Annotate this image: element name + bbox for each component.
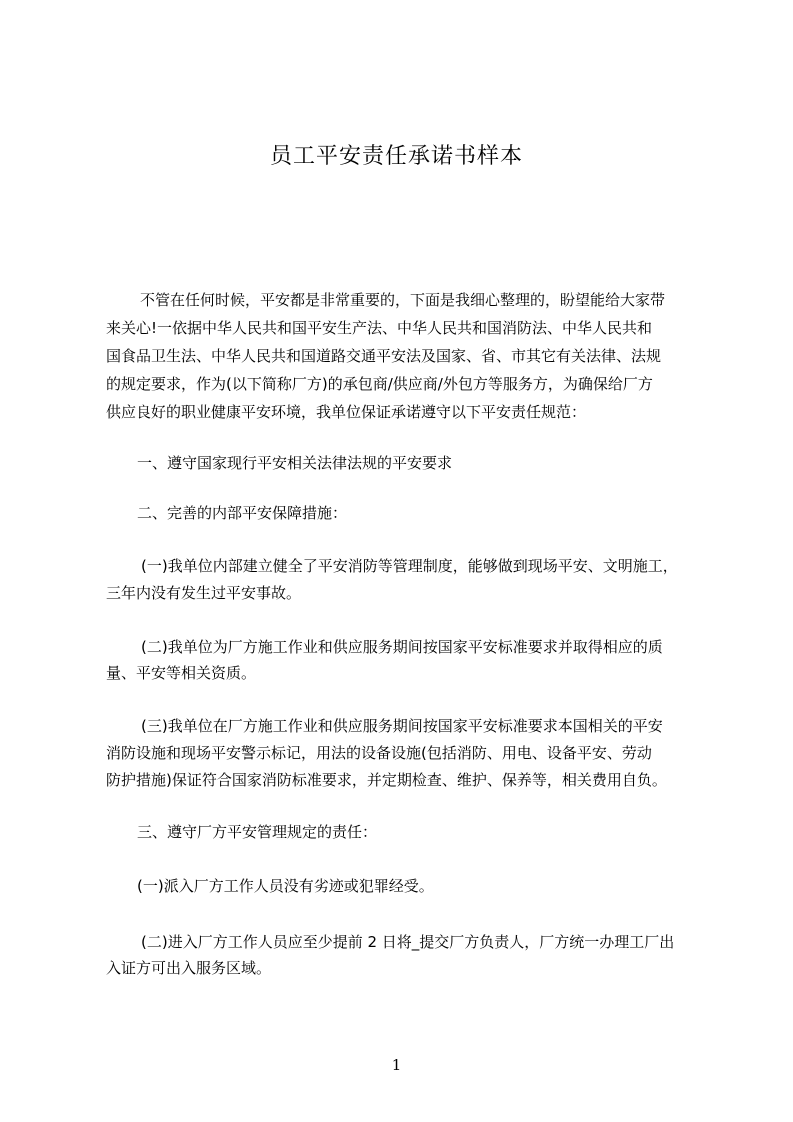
section-2-heading: 二、完善的内部平安保障措施：	[137, 504, 348, 522]
item-2-2-line-2: 量、平安等相关资质。	[106, 664, 257, 682]
item-2-3-line-3: 防护措施)保证符合国家消防标准要求，并定期检查、维护、保养等，相关费用自负。	[106, 771, 667, 789]
document-title: 员工平安责任承诺书样本	[269, 144, 523, 169]
intro-line-3: 国食品卫生法、中华人民共和国道路交通平安法及国家、省、市其它有关法律、法规	[106, 347, 662, 365]
intro-line-4: 的规定要求，作为(以下简称厂方)的承包商/供应商/外包方等服务方，为确保给厂方	[106, 375, 653, 393]
intro-line-5: 供应良好的职业健康平安环境，我单位保证承诺遵守以下平安责任规范：	[106, 403, 587, 421]
item-3-2-line-2: 入证方可出入服务区域。	[106, 959, 272, 977]
item-2-1-line-1: (一)我单位内部建立健全了平安消防等管理制度，能够做到现场平安、文明施工，	[141, 557, 678, 575]
intro-line-1: 不管在任何时候，平安都是非常重要的，下面是我细心整理的，盼望能给大家带	[140, 291, 666, 309]
item-2-3-line-1: (三)我单位在厂方施工作业和供应服务期间按国家平安标准要求本国相关的平安	[141, 717, 663, 735]
section-1-heading: 一、遵守国家现行平安相关法律法规的平安要求	[137, 454, 453, 472]
page-number: 1	[391, 1056, 402, 1074]
intro-line-2: 来关心!一依据中华人民共和国平安生产法、中华人民共和国消防法、中华人民共和	[106, 319, 653, 337]
item-2-3-line-2: 消防设施和现场平安警示标记，用法的设备设施(包括消防、用电、设备平安、劳动	[106, 744, 652, 762]
item-3-2-line-1: (二)进入厂方工作人员应至少提前 2 日将_提交厂方负责人，厂方统一办理工厂出	[141, 933, 675, 951]
section-3-heading: 三、遵守厂方平安管理规定的责任：	[137, 823, 378, 841]
item-3-1: (一)派入厂方工作人员没有劣迹或犯罪经受。	[137, 877, 434, 895]
item-2-1-line-2: 三年内没有发生过平安事故。	[106, 584, 302, 602]
item-2-2-line-1: (二)我单位为厂方施工作业和供应服务期间按国家平安标准要求并取得相应的质	[141, 638, 663, 656]
